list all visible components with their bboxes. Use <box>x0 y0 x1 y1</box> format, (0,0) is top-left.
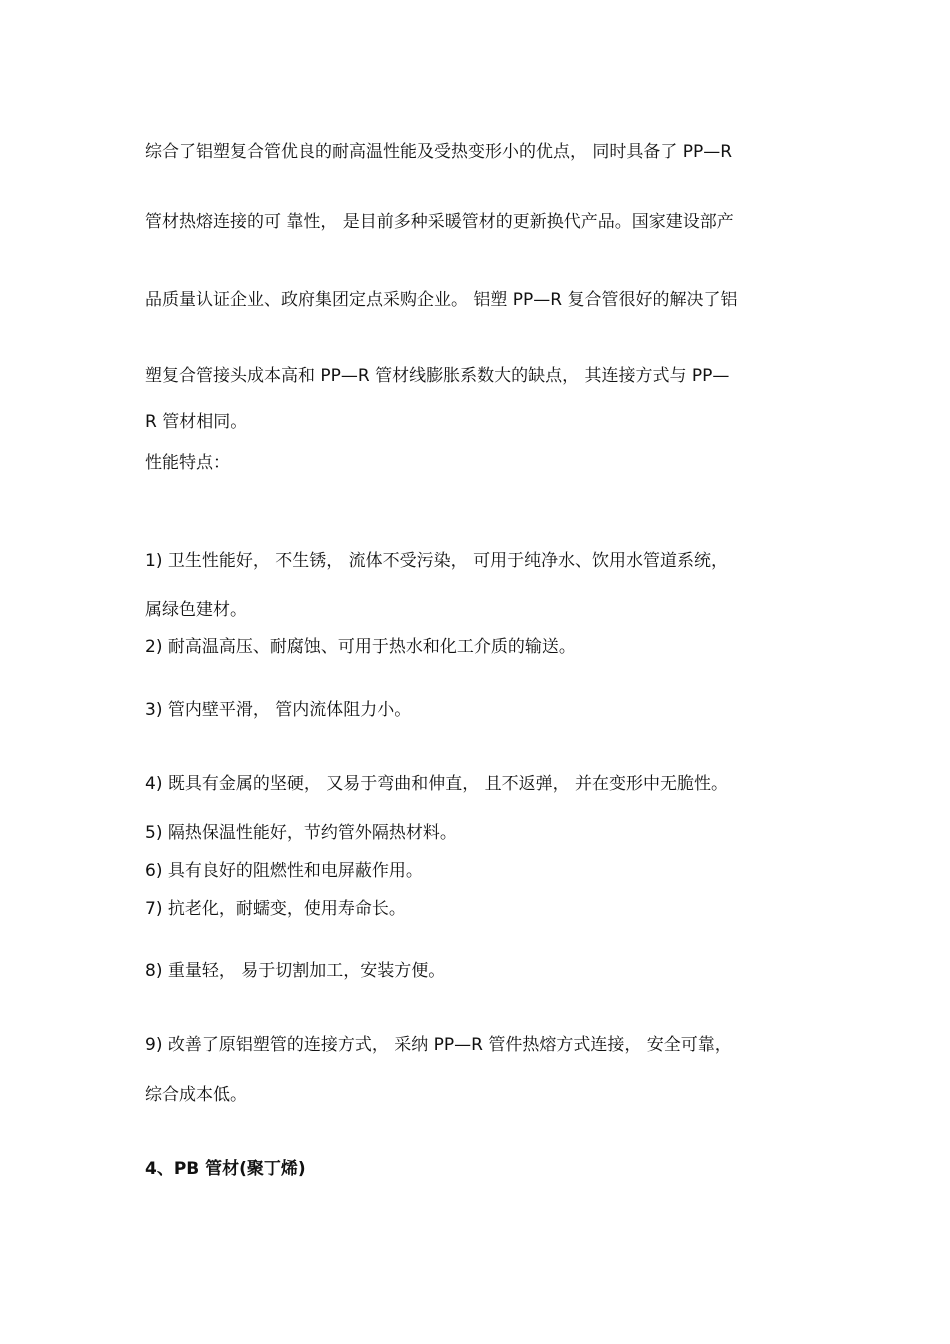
intro-line-2: 管材热熔连接的可 靠性， 是目前多种采暖管材的更新换代产品。国家建设部产 <box>145 212 734 232</box>
feature-5: 5) 隔热保温性能好，节约管外隔热材料。 <box>145 823 457 843</box>
feature-9-line-2: 综合成本低。 <box>145 1085 247 1105</box>
feature-1-line-1: 1) 卫生性能好， 不生锈， 流体不受污染， 可用于纯净水、饮用水管道系统， <box>145 551 729 571</box>
intro-line-5: R 管材相同。 <box>145 412 248 432</box>
section-heading: 4、PB 管材(聚丁烯) <box>145 1159 306 1179</box>
intro-line-1: 综合了铝塑复合管优良的耐高温性能及受热变形小的优点， 同时具备了 PP—R <box>145 142 733 162</box>
feature-2: 2) 耐高温高压、耐腐蚀、可用于热水和化工介质的输送。 <box>145 637 576 657</box>
feature-4: 4) 既具有金属的坚硬， 又易于弯曲和伸直， 且不返弹， 并在变形中无脆性。 <box>145 774 729 794</box>
feature-8: 8) 重量轻， 易于切割加工，安装方便。 <box>145 961 446 981</box>
features-label: 性能特点： <box>145 453 230 473</box>
intro-line-4: 塑复合管接头成本高和 PP—R 管材线膨胀系数大的缺点， 其连接方式与 PP— <box>145 366 730 386</box>
feature-7: 7) 抗老化，耐蠕变，使用寿命长。 <box>145 899 406 919</box>
feature-1-line-2: 属绿色建材。 <box>145 600 247 620</box>
intro-line-3: 品质量认证企业、政府集团定点采购企业。 铝塑 PP—R 复合管很好的解决了铝 <box>145 290 738 310</box>
feature-3: 3) 管内壁平滑， 管内流体阻力小。 <box>145 700 412 720</box>
feature-6: 6) 具有良好的阻燃性和电屏蔽作用。 <box>145 861 423 881</box>
feature-9-line-1: 9) 改善了原铝塑管的连接方式， 采纳 PP—R 管件热熔方式连接， 安全可靠， <box>145 1035 732 1055</box>
